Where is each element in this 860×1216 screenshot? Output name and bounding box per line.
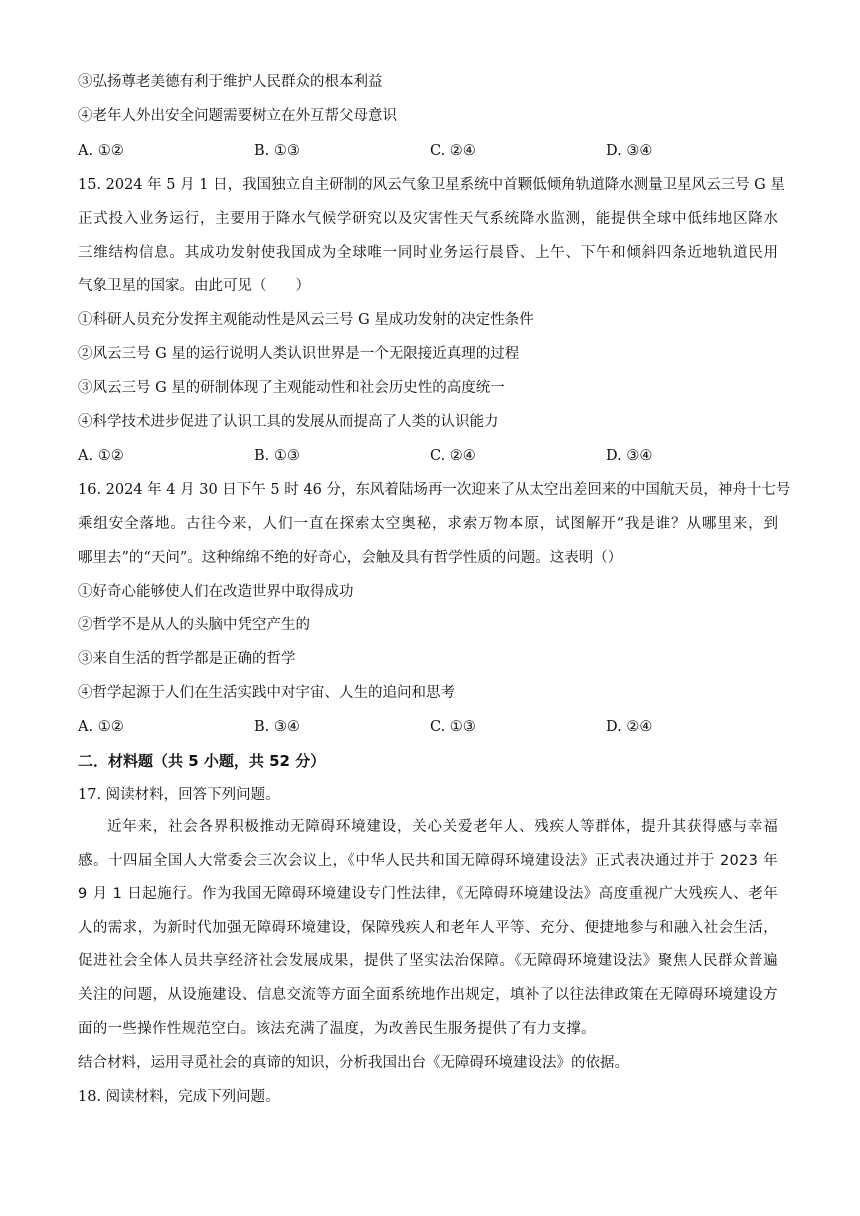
q14-item-3: ③弘扬尊老美德有利于维护人民群众的根本利益 bbox=[78, 74, 383, 90]
q16-item-3: ③来自生活的哲学都是正确的哲学 bbox=[78, 651, 296, 667]
q15-stem-line-2: 正式投入业务运行，主要用于降水气候学研究以及灾害性天气系统降水监测，能提供全球中低纬地区降水 bbox=[78, 211, 778, 227]
section-heading: 二．材料题（共 5 小题，共 52 分） bbox=[78, 752, 326, 770]
q15-item-1: ①科研人员充分发挥主观能动性是风云三号 G 星成功发射的决定性条件 bbox=[78, 312, 534, 328]
q15-stem-line-3: 三维结构信息。其成功发射使我国成为全球唯一同时业务运行晨昏、上午、下午和倾斜四条近地轨道民用 bbox=[78, 245, 778, 261]
q15-stem-line-1: 15. 2024 年 5 月 1 日，我国独立自主研制的风云气象卫星系统中首颗低倾角轨道降水测量卫星风云三号 G 星 bbox=[78, 177, 785, 193]
q17-question: 结合材料，运用寻觅社会的真谛的知识，分析我国出台《无障碍环境建设法》的依据。 bbox=[78, 1055, 629, 1071]
q16-option-b[interactable]: B. ③④ bbox=[254, 719, 300, 735]
q15-option-c[interactable]: C. ②④ bbox=[430, 448, 476, 464]
q16-stem-line-1: 16. 2024 年 4 月 30 日下午 5 时 46 分，东风着陆场再一次迎来了从太空出差回来的中国航天员，神舟十七号 bbox=[78, 482, 791, 498]
q14-option-c[interactable]: C. ②④ bbox=[430, 143, 476, 159]
q16-option-d[interactable]: D. ②④ bbox=[606, 719, 653, 735]
q16-options bbox=[78, 717, 798, 737]
q15-option-d[interactable]: D. ③④ bbox=[606, 448, 653, 464]
q16-option-a[interactable]: A. ①② bbox=[78, 719, 124, 735]
q15-options bbox=[78, 446, 798, 466]
q15-option-b[interactable]: B. ①③ bbox=[254, 448, 300, 464]
q16-item-1: ①好奇心能够使人们在改造世界中取得成功 bbox=[78, 584, 354, 600]
q16-stem-line-3: 哪里去”的“天问”。这种绵绵不绝的好奇心，会触及具有哲学性质的问题。这表明（） bbox=[78, 550, 623, 566]
q18-intro: 18. 阅读材料，完成下列问题。 bbox=[78, 1089, 280, 1105]
q15-item-3: ③风云三号 G 星的研制体现了主观能动性和社会历史性的高度统一 bbox=[78, 380, 505, 396]
q16-item-4: ④哲学起源于人们在生活实践中对宇宙、人生的追问和思考 bbox=[78, 685, 455, 701]
q16-stem-line-2: 乘组安全落地。古往今来，人们一直在探索太空奥秘，求索万物本原，试图解开“我是谁？从哪里来，到 bbox=[78, 516, 778, 532]
q14-item-4: ④老年人外出安全问题需要树立在外互帮父母意识 bbox=[78, 108, 397, 124]
q15-option-a[interactable]: A. ①② bbox=[78, 448, 124, 464]
q14-option-a[interactable]: A. ①② bbox=[78, 143, 124, 159]
q17-intro: 17. 阅读材料，回答下列问题。 bbox=[78, 787, 280, 803]
q17-material: 近年来，社会各界积极推动无障碍环境建设，关心关爱老年人、残疾人等群体，提升其获得感与幸福感。十四届全国人大常委会三次会议上，《中华人民共和国无障碍环境建设法》正式表决通过并于 2023 年 9 月 1 日起施行。作为我国无障碍环境建设专门性法律，《无障碍环境建设法》高度重视广大残疾人、老年人的需求，为新时代加强无障碍环境建设，保障残疾人和老年人平等、充分、便捷地参与和融入社会生活，促进社会全体人员共享经济社会发展成果，提供了坚实法治保障。《无障碍环境建设法》聚焦人民群众普遍关注的问题，从设施建设、信息交流等方面全面系统地作出规定，填补了以往法律政策在无障碍环境建设方面的一些操作性规范空白。该法充满了温度，为改善民生服务提供了有力支撑。 bbox=[78, 819, 778, 1037]
q16-item-2: ②哲学不是从人的头脑中凭空产生的 bbox=[78, 617, 310, 633]
q15-item-2: ②风云三号 G 星的运行说明人类认识世界是一个无限接近真理的过程 bbox=[78, 346, 520, 362]
q14-option-d[interactable]: D. ③④ bbox=[606, 143, 653, 159]
q15-item-4: ④科学技术进步促进了认识工具的发展从而提高了人类的认识能力 bbox=[78, 414, 499, 430]
q15-stem-line-4: 气象卫星的国家。由此可见（ ） bbox=[78, 278, 310, 294]
q16-option-c[interactable]: C. ①③ bbox=[430, 719, 476, 735]
q14-option-b[interactable]: B. ①③ bbox=[254, 143, 300, 159]
q14-options bbox=[78, 141, 798, 161]
